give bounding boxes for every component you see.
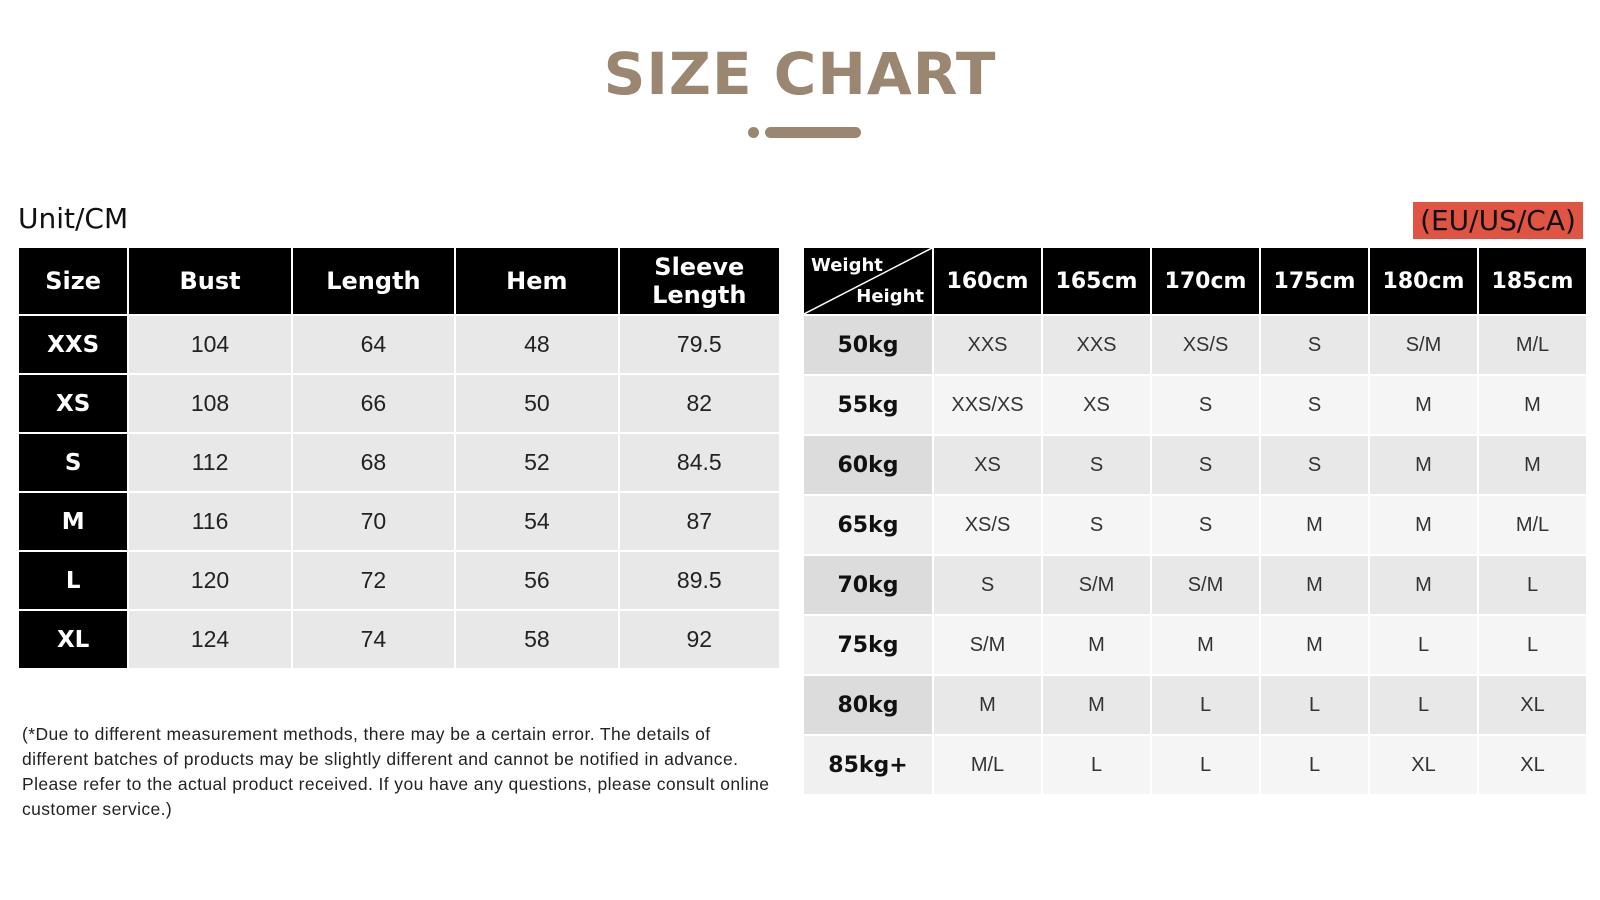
measurement-cell: 108 xyxy=(128,374,291,433)
fit-row xyxy=(803,495,1587,555)
recommended-size-cell: M xyxy=(1151,615,1260,675)
measurement-cell: 58 xyxy=(455,610,618,669)
recommended-size-cell: XXS xyxy=(933,315,1042,375)
corner-weight-label: Weight xyxy=(811,255,883,276)
measurement-cell: 52 xyxy=(455,433,618,492)
measurement-row xyxy=(18,610,780,669)
divider-dot xyxy=(748,127,759,138)
weight-label-cell: 80kg xyxy=(803,675,933,735)
recommended-size-cell: XS/S xyxy=(1151,315,1260,375)
fit-row xyxy=(803,675,1587,735)
recommended-size-cell: XL xyxy=(1478,735,1587,795)
fit-row xyxy=(803,735,1587,795)
fit-header-row xyxy=(803,247,1587,315)
measurement-cell: 74 xyxy=(292,610,455,669)
recommended-size-cell: M xyxy=(1042,675,1151,735)
recommended-size-cell: S/M xyxy=(1151,555,1260,615)
recommended-size-cell: M xyxy=(1260,615,1369,675)
recommended-size-cell: S/M xyxy=(933,615,1042,675)
recommended-size-cell: M xyxy=(1369,555,1478,615)
weight-label-cell: 50kg xyxy=(803,315,933,375)
recommended-size-cell: L xyxy=(1260,675,1369,735)
recommended-size-cell: XL xyxy=(1478,675,1587,735)
recommended-size-cell: S xyxy=(1151,375,1260,435)
recommended-size-cell: S xyxy=(933,555,1042,615)
recommended-size-cell: S xyxy=(1260,375,1369,435)
weight-label-cell: 55kg xyxy=(803,375,933,435)
region-badge: (EU/US/CA) xyxy=(1413,202,1583,239)
recommended-size-cell: M/L xyxy=(1478,495,1587,555)
measurement-row xyxy=(18,374,780,433)
recommended-size-cell: M xyxy=(1260,495,1369,555)
weight-label-cell: 70kg xyxy=(803,555,933,615)
measurement-cell: 72 xyxy=(292,551,455,610)
size-label-cell: XL xyxy=(18,610,128,669)
height-header: 175cm xyxy=(1260,247,1369,315)
recommended-size-cell: S xyxy=(1260,315,1369,375)
recommended-size-cell: S/M xyxy=(1042,555,1151,615)
measurement-cell: 68 xyxy=(292,433,455,492)
unit-label: Unit/CM xyxy=(18,202,129,235)
header-length: Length xyxy=(292,247,455,315)
size-label-cell: XS xyxy=(18,374,128,433)
recommended-size-cell: M xyxy=(1369,495,1478,555)
recommended-size-cell: S xyxy=(1260,435,1369,495)
recommended-size-cell: S xyxy=(1042,495,1151,555)
recommended-size-cell: M/L xyxy=(933,735,1042,795)
recommended-size-cell: M xyxy=(1042,615,1151,675)
size-label-cell: L xyxy=(18,551,128,610)
header-bust: Bust xyxy=(128,247,291,315)
height-header: 180cm xyxy=(1369,247,1478,315)
recommended-size-cell: M xyxy=(1478,435,1587,495)
recommended-size-cell: L xyxy=(1478,615,1587,675)
height-header: 170cm xyxy=(1151,247,1260,315)
measurement-cell: 124 xyxy=(128,610,291,669)
recommended-size-cell: XXS/XS xyxy=(933,375,1042,435)
measurement-cell: 104 xyxy=(128,315,291,374)
recommended-size-cell: XS xyxy=(933,435,1042,495)
measurement-cell: 48 xyxy=(455,315,618,374)
recommended-size-cell: L xyxy=(1260,735,1369,795)
divider-bar xyxy=(765,127,861,138)
fit-row xyxy=(803,375,1587,435)
measurement-cell: 112 xyxy=(128,433,291,492)
fit-row xyxy=(803,315,1587,375)
measurement-row xyxy=(18,433,780,492)
size-label-cell: M xyxy=(18,492,128,551)
measurement-table xyxy=(17,246,781,670)
size-label-cell: S xyxy=(18,433,128,492)
header-sleeve-length xyxy=(619,247,780,315)
measurement-row xyxy=(18,551,780,610)
disclaimer-note: (*Due to different measurement methods, there may be a certain error. The details of different batches of products may be slightly different and cannot be notified in advance. Please refer to the actual product received. If you have any questions, please consult online customer service.) xyxy=(22,724,770,819)
recommended-size-cell: M xyxy=(1260,555,1369,615)
weight-label-cell: 65kg xyxy=(803,495,933,555)
page-title: SIZE CHART xyxy=(603,40,997,108)
measurement-cell: 70 xyxy=(292,492,455,551)
height-header: 185cm xyxy=(1478,247,1587,315)
recommended-size-cell: XL xyxy=(1369,735,1478,795)
recommended-size-cell: S xyxy=(1042,435,1151,495)
measurement-cell: 50 xyxy=(455,374,618,433)
recommended-size-cell: L xyxy=(1042,735,1151,795)
header-sleeve-length-label: Sleeve Length xyxy=(652,253,747,309)
corner-height-label: Height xyxy=(856,286,924,307)
recommended-size-cell: S/M xyxy=(1369,315,1478,375)
recommended-size-cell: XS/S xyxy=(933,495,1042,555)
measurement-cell: 79.5 xyxy=(619,315,780,374)
header-hem: Hem xyxy=(455,247,618,315)
measurement-cell: 84.5 xyxy=(619,433,780,492)
measurement-cell: 116 xyxy=(128,492,291,551)
measurement-cell: 120 xyxy=(128,551,291,610)
recommended-size-cell: M xyxy=(1369,375,1478,435)
measurement-header-row xyxy=(18,247,780,315)
measurement-cell: 87 xyxy=(619,492,780,551)
recommended-size-cell: L xyxy=(1151,675,1260,735)
measurement-row xyxy=(18,492,780,551)
weight-label-cell: 60kg xyxy=(803,435,933,495)
fit-row xyxy=(803,435,1587,495)
recommended-size-cell: L xyxy=(1369,615,1478,675)
measurement-cell: 64 xyxy=(292,315,455,374)
weight-height-table xyxy=(802,246,1588,796)
weight-label-cell: 85kg+ xyxy=(803,735,933,795)
recommended-size-cell: M xyxy=(933,675,1042,735)
measurement-cell: 92 xyxy=(619,610,780,669)
measurement-cell: 54 xyxy=(455,492,618,551)
recommended-size-cell: L xyxy=(1478,555,1587,615)
size-label-cell: XXS xyxy=(18,315,128,374)
recommended-size-cell: S xyxy=(1151,435,1260,495)
recommended-size-cell: M xyxy=(1369,435,1478,495)
measurement-row xyxy=(18,315,780,374)
title-divider xyxy=(748,126,868,138)
recommended-size-cell: M/L xyxy=(1478,315,1587,375)
weight-height-corner xyxy=(803,247,933,315)
header-size: Size xyxy=(18,247,128,315)
recommended-size-cell: L xyxy=(1369,675,1478,735)
height-header: 165cm xyxy=(1042,247,1151,315)
weight-label-cell: 75kg xyxy=(803,615,933,675)
measurement-cell: 56 xyxy=(455,551,618,610)
measurement-cell: 66 xyxy=(292,374,455,433)
measurement-cell: 89.5 xyxy=(619,551,780,610)
recommended-size-cell: S xyxy=(1151,495,1260,555)
fit-row xyxy=(803,555,1587,615)
recommended-size-cell: M xyxy=(1478,375,1587,435)
recommended-size-cell: XS xyxy=(1042,375,1151,435)
measurement-cell: 82 xyxy=(619,374,780,433)
recommended-size-cell: XXS xyxy=(1042,315,1151,375)
recommended-size-cell: L xyxy=(1151,735,1260,795)
fit-row xyxy=(803,615,1587,675)
height-header: 160cm xyxy=(933,247,1042,315)
